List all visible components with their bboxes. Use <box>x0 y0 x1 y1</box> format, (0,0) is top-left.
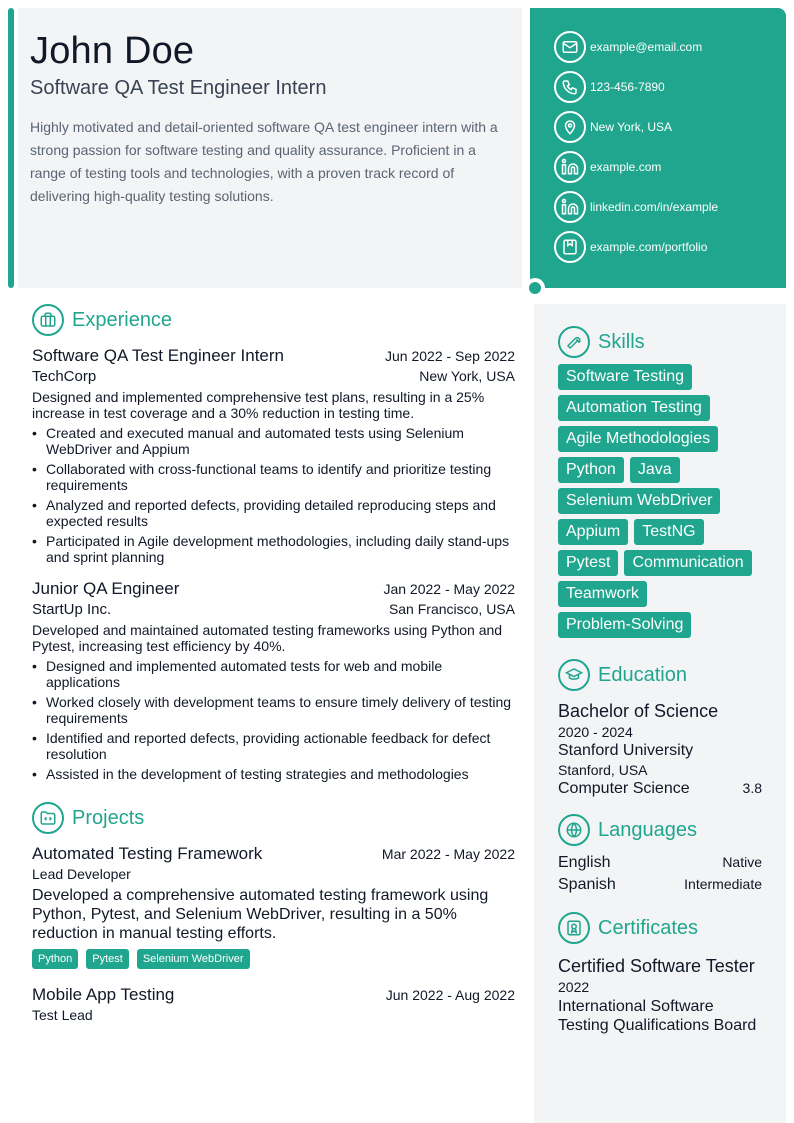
languages-title: Languages <box>598 818 697 841</box>
project-tag: Python <box>32 949 78 969</box>
language-level: Native <box>722 854 762 870</box>
candidate-title: Software QA Test Engineer Intern <box>30 77 327 99</box>
project-tag: Selenium WebDriver <box>137 949 250 969</box>
skill-tag: Software Testing <box>558 364 692 390</box>
language-level: Intermediate <box>684 876 762 892</box>
skill-tag: Pytest <box>558 550 618 576</box>
list-item: • Identified and reported defects, providing actionable feedback for defect resolution <box>32 730 515 762</box>
job-description: Designed and implemented comprehensive test plans, resulting in a 25% increase in test coverage and a 30% reduction in testing time. <box>32 389 485 421</box>
job-date: Jun 2022 - Sep 2022 <box>385 348 515 364</box>
graduation-cap-icon <box>558 659 590 691</box>
project-role: Test Lead <box>32 1007 93 1023</box>
education-years: 2020 - 2024 <box>558 724 633 740</box>
job-location: San Francisco, USA <box>388 601 515 617</box>
contact-portfolio[interactable] <box>554 231 786 263</box>
language-row <box>558 876 762 894</box>
skill-tag: Teamwork <box>558 581 647 607</box>
contact-location <box>554 111 786 143</box>
languages-header <box>558 814 762 846</box>
education-header <box>558 659 762 691</box>
header-panel <box>18 8 522 288</box>
skills-title: Skills <box>598 330 645 353</box>
folder-code-icon <box>32 802 64 834</box>
certificate-name: Certified Software Tester <box>558 956 755 976</box>
location-icon <box>554 111 586 143</box>
skill-tag: Agile Methodologies <box>558 426 718 452</box>
phone-icon <box>554 71 586 103</box>
education-degree: Bachelor of Science <box>558 701 719 721</box>
certificate-year: 2022 <box>558 979 590 995</box>
skills-header <box>558 326 762 358</box>
contact-website-text: example.com <box>590 160 662 174</box>
briefcase-icon <box>32 304 64 336</box>
job-company: TechCorp <box>32 368 97 385</box>
accent-bar <box>8 8 14 288</box>
list-item: • Worked closely with development teams to ensure timely delivery of testing requirements <box>32 694 515 726</box>
education-school: Stanford University <box>558 742 694 759</box>
list-item: • Designed and implemented automated tests for web and mobile applications <box>32 658 515 690</box>
project-title: Mobile App Testing <box>32 985 175 1004</box>
certificate-issuer: International Software Testing Qualifications Board <box>558 998 757 1034</box>
job-bullets <box>32 425 515 565</box>
contact-email[interactable] <box>554 31 786 63</box>
contact-panel <box>530 8 786 288</box>
job-title: Software QA Test Engineer Intern <box>32 346 284 365</box>
list-item: • Collaborated with cross-functional teams to identify and prioritize testing requirements <box>32 461 515 493</box>
job-title: Junior QA Engineer <box>32 579 180 598</box>
projects-title: Projects <box>72 806 145 829</box>
skill-tag: Appium <box>558 519 628 545</box>
contact-linkedin-text: linkedin.com/in/example <box>590 200 719 214</box>
summary-text: Highly motivated and detail-oriented software QA test engineer intern with a strong passion for software testing and quality assurance. Proficient in a range of testing tools and technologies, with a proven track record of delivering high-quality testing solutions. <box>30 119 498 204</box>
skill-tag: TestNG <box>634 519 703 545</box>
projects-header <box>32 802 515 834</box>
project-date: Jun 2022 - Aug 2022 <box>385 987 515 1003</box>
skill-tag: Selenium WebDriver <box>558 488 720 514</box>
language-name: Spanish <box>558 876 616 893</box>
education-location: Stanford, USA <box>558 762 648 778</box>
linkedin-icon <box>554 151 586 183</box>
certificates-title: Certificates <box>598 916 699 939</box>
timeline-dot <box>525 278 545 298</box>
project-entry <box>32 985 515 1023</box>
education-field-row <box>558 780 762 798</box>
skill-tag: Communication <box>624 550 751 576</box>
project-date: Mar 2022 - May 2022 <box>381 846 515 862</box>
contact-website[interactable] <box>554 151 786 183</box>
job-location: New York, USA <box>419 368 515 384</box>
project-role: Lead Developer <box>32 866 131 882</box>
job-bullets <box>32 658 515 782</box>
job-entry <box>32 579 515 782</box>
project-title: Automated Testing Framework <box>32 844 263 863</box>
globe-icon <box>558 814 590 846</box>
main-column <box>32 304 515 1023</box>
email-icon <box>554 31 586 63</box>
wrench-icon <box>558 326 590 358</box>
certificate-icon <box>558 912 590 944</box>
candidate-name: John Doe <box>30 30 195 72</box>
skill-tag: Automation Testing <box>558 395 710 421</box>
education-field: Computer Science <box>558 780 690 797</box>
job-description: Developed and maintained automated testing frameworks using Python and Pytest, increasing test efficiency by 40%. <box>32 622 503 654</box>
contact-email-text: example@email.com <box>590 40 703 54</box>
job-entry <box>32 346 515 565</box>
contact-portfolio-text: example.com/portfolio <box>590 240 708 254</box>
education-gpa: 3.8 <box>742 780 762 796</box>
project-entry <box>32 844 515 969</box>
list-item: • Created and executed manual and automated tests using Selenium WebDriver and Appium <box>32 425 515 457</box>
language-row <box>558 854 762 872</box>
experience-header <box>32 304 515 336</box>
list-item: • Analyzed and reported defects, providing detailed reproducing steps and expected results <box>32 497 515 529</box>
skills-list <box>558 364 762 643</box>
contact-phone-text: 123-456-7890 <box>590 80 665 94</box>
linkedin-icon <box>554 191 586 223</box>
project-tag: Pytest <box>86 949 129 969</box>
job-company: StartUp Inc. <box>32 601 112 618</box>
list-item: • Assisted in the development of testing strategies and methodologies <box>32 766 515 782</box>
education-title: Education <box>598 663 687 686</box>
portfolio-icon <box>554 231 586 263</box>
sidebar <box>534 304 786 1123</box>
language-name: English <box>558 854 611 871</box>
job-date: Jan 2022 - May 2022 <box>383 581 515 597</box>
skill-tag: Python <box>558 457 624 483</box>
certificates-header <box>558 912 762 944</box>
contact-phone[interactable] <box>554 71 786 103</box>
experience-title: Experience <box>72 308 173 331</box>
project-tags <box>32 949 515 969</box>
contact-linkedin[interactable] <box>554 191 786 223</box>
skill-tag: Java <box>630 457 680 483</box>
project-description: Developed a comprehensive automated testing framework using Python, Pytest, and Selenium WebDriver, resulting in a 50% reduction in manual testing efforts. <box>32 887 489 942</box>
skill-tag: Problem-Solving <box>558 612 691 638</box>
contact-location-text: New York, USA <box>590 120 673 134</box>
list-item: • Participated in Agile development methodologies, including daily stand-ups and sprint planning <box>32 533 515 565</box>
